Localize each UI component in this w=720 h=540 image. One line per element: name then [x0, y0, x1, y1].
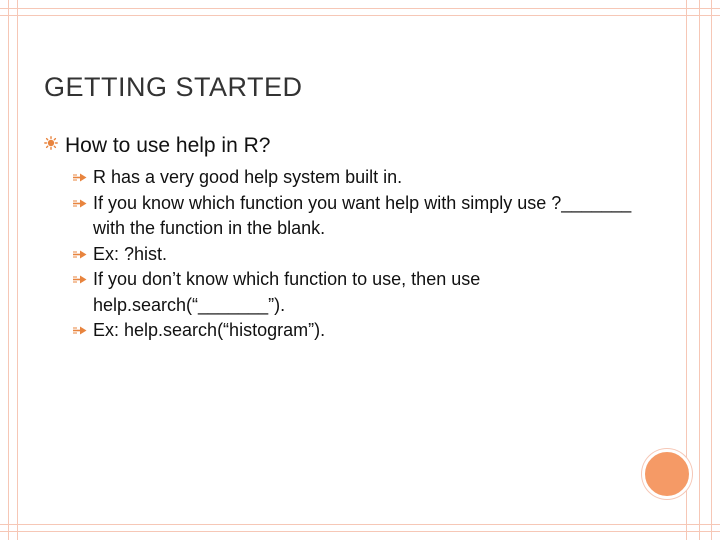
arrow-bullet-icon	[72, 249, 88, 260]
sub-bullet-item	[72, 267, 632, 318]
arrow-bullet-icon	[72, 172, 88, 183]
frame-top-band	[0, 8, 720, 16]
sub-bullet-text: If you don’t know which function to use, then use help.search(“_______”).	[93, 269, 481, 315]
bullet-level1-text: How to use help in R?	[65, 134, 271, 157]
corner-circle-decoration	[642, 449, 692, 499]
arrow-bullet-icon	[72, 198, 88, 209]
sub-bullet-text: If you know which function you want help with simply use ?_______ with the function in the blank.	[93, 192, 632, 238]
sub-bullet-item	[72, 242, 632, 268]
slide-title: GETTING STARTED	[44, 72, 303, 102]
sub-bullet-item	[72, 191, 632, 242]
sub-bullet-list	[72, 165, 632, 344]
sub-bullet-text: R has a very good help system built in.	[93, 167, 403, 187]
sub-bullet-item	[72, 165, 632, 191]
arrow-bullet-icon	[72, 274, 88, 285]
sub-bullet-text: Ex: ?hist.	[93, 243, 168, 264]
frame-bottom-band	[0, 524, 720, 532]
arrow-bullet-icon	[72, 325, 88, 336]
sub-bullet-text: Ex: help.search(“histogram”).	[93, 320, 326, 340]
sun-icon	[44, 136, 58, 150]
frame-right-line	[699, 0, 700, 540]
sub-bullet-item	[72, 318, 632, 344]
frame-left-band	[8, 0, 18, 540]
